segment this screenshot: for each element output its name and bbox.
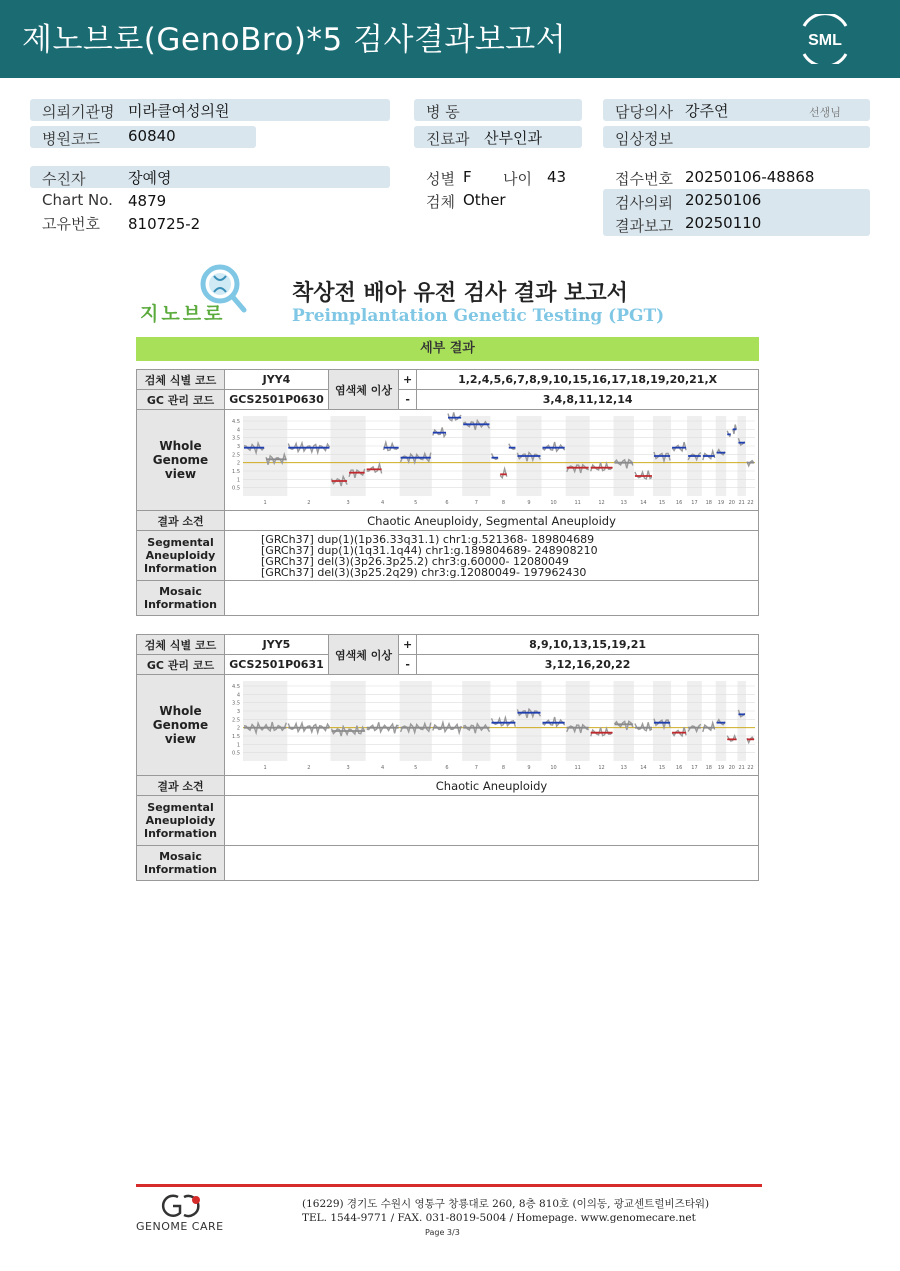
hospital-code-label: 병원코드 [42,130,100,148]
chromosome-band [687,681,702,761]
y-tick-label: 1 [236,477,240,484]
id-value: 810725-2 [128,215,201,233]
department-field [414,126,582,148]
segmental-label-2: Aneuploidy [145,814,216,827]
segmental-label [137,531,225,581]
x-tick-label: 10 [550,765,557,771]
specimen-label: 검체 [426,193,455,211]
header-bar [0,0,900,78]
sample-code-value: JYY5 [225,635,329,655]
x-tick-label: 20 [728,765,735,771]
y-tick-label: 1.5 [232,469,240,475]
x-tick-label: 17 [691,500,698,506]
patient-field [30,166,390,188]
x-tick-label: 12 [598,500,605,506]
genobro-logo-text: 지노브로 [140,303,226,325]
doctor-field [603,99,870,121]
mosaic-info [225,581,759,616]
y-tick-label: 1 [236,742,240,749]
patient-label: 수진자 [42,170,86,188]
ward-field [414,99,582,121]
x-tick-label: 11 [574,765,581,771]
y-tick-label: 3 [236,444,240,450]
x-tick-label: 14 [640,765,647,771]
x-tick-label: 20 [728,500,735,506]
request-label: 검사의뢰 [615,194,673,212]
chromosome-band [737,416,746,496]
x-tick-label: 4 [381,500,385,506]
chromosome-band [330,681,365,761]
x-tick-label: 7 [474,500,478,506]
segmental-label-1: Segmental [147,536,214,549]
x-tick-label: 19 [717,765,725,771]
y-tick-label: 2.5 [232,452,240,459]
whole-genome-label-3: view [164,467,197,481]
x-tick-label: 5 [414,500,418,506]
data-points [672,442,686,451]
abnormal-label: 염색체 이상 [329,635,399,675]
y-tick-label: 0.5 [232,750,240,757]
chromosome-band [330,416,365,496]
x-tick-label: 13 [620,500,627,506]
finding-value: Chaotic Aneuploidy, Segmental Aneuploidy [225,511,759,531]
whole-genome-chart [225,675,758,775]
y-tick-label: 2 [236,460,240,467]
data-points [635,722,652,730]
finding-label: 결과 소견 [137,511,225,531]
doctor-suffix: 선생님 [809,106,841,119]
segmental-info [225,531,759,581]
detail-section-bar: 세부 결과 [136,337,759,361]
gc-code-value: GCS2501P0630 [225,390,329,410]
report-title: 착상전 배아 유전 검사 결과 보고서 [292,281,628,306]
x-tick-label: 21 [738,765,745,771]
report-label: 결과보고 [615,217,673,235]
whole-genome-label-1: Whole [159,439,202,453]
x-tick-label: 18 [705,500,712,506]
x-tick-label: 1 [263,765,267,771]
x-tick-label: 1 [263,500,267,506]
gc-code-label: GC 관리 코드 [137,390,225,410]
x-tick-label: 3 [346,500,350,506]
x-tick-label: 16 [675,500,683,506]
x-tick-label: 9 [527,500,531,506]
y-tick-label: 3 [236,709,240,715]
whole-genome-label-3: view [164,732,197,746]
x-tick-label: 17 [691,765,698,771]
data-points [543,442,565,451]
y-tick-label: 2 [236,725,240,732]
page-number: Page 3/3 [425,1228,460,1237]
y-tick-label: 4.5 [232,684,240,690]
x-tick-label: 7 [474,765,478,771]
gain-sign: + [399,635,417,655]
segmental-label-3: Information [144,562,217,575]
y-tick-label: 2.5 [232,717,240,724]
y-tick-label: 0.5 [232,485,240,492]
mosaic-label-2: Information [144,598,217,611]
footer-divider [136,1184,762,1187]
x-tick-label: 18 [705,765,712,771]
chromosome-band [613,416,633,496]
x-tick-label: 6 [445,765,449,771]
x-tick-label: 2 [307,765,311,771]
doctor-value: 강주연 [685,102,729,120]
date-field [603,189,870,236]
gc-code-value: GCS2501P0631 [225,655,329,675]
x-tick-label: 3 [346,765,350,771]
receipt-value: 20250106-48868 [685,168,815,186]
x-tick-label: 15 [658,500,666,506]
data-points [672,727,686,736]
report-subtitle: Preimplantation Genetic Testing (PGT) [292,306,665,326]
sml-logo-text: SML [808,32,842,49]
segmental-label-2: Aneuploidy [145,549,216,562]
x-tick-label: 21 [738,500,745,506]
gain-chromosomes: 8,9,10,13,15,19,21 [417,635,759,655]
chromosome-band [243,681,287,761]
y-tick-label: 4.5 [232,419,240,425]
x-tick-label: 6 [445,500,449,506]
y-tick-label: 3.5 [232,435,240,442]
x-tick-label: 8 [501,500,506,506]
genome-care-logo-icon [160,1193,204,1219]
y-tick-label: 4 [236,692,240,699]
data-points [384,442,399,450]
mosaic-info [225,846,759,881]
page-title: 제노브로(GenoBro)*5 검사결과보고서 [22,22,567,58]
segmental-line: [GRCh37] dup(1)(1q31.1q44) chr1:g.189804689- 248908210 [261,543,598,557]
data-points [448,412,461,420]
hospital-code-field [30,126,256,148]
department-value: 산부인과 [484,129,542,147]
segmental-label [137,796,225,846]
x-tick-label: 15 [658,765,666,771]
segmental-label-1: Segmental [147,801,214,814]
x-tick-label: 22 [747,765,754,771]
x-tick-label: 14 [640,500,647,506]
x-tick-label: 16 [675,765,683,771]
x-tick-label: 10 [550,500,557,506]
segmental-line: [GRCh37] del(3)(3p26.3p25.2) chr3:g.60000- 12080049 [261,554,569,568]
x-tick-label: 19 [717,500,725,506]
segmental-line: [GRCh37] del(3)(3p25.2q29) chr3:g.12080049- 197962430 [261,565,587,579]
loss-sign: - [399,390,417,410]
finding-label: 결과 소견 [137,776,225,796]
clinical-field [603,126,870,148]
age-value: 43 [547,168,567,186]
chromosome-band [243,416,287,496]
receipt-label: 접수번호 [615,170,673,188]
segmental-info [225,796,759,846]
footer-address-block [302,1197,709,1225]
data-points [500,469,507,478]
result-table-2 [136,634,759,881]
department-label: 진료과 [426,130,470,148]
chromosome-band [400,681,432,761]
sml-logo [796,14,854,64]
data-points [635,471,652,479]
chromosome-band [566,416,590,496]
x-tick-label: 13 [620,765,627,771]
segmental-line: [GRCh37] dup(1)(1p36.33q31.1) chr1:g.521368- 189804689 [261,532,595,546]
y-tick-label: 3.5 [232,700,240,707]
loss-chromosomes: 3,12,16,20,22 [417,655,759,675]
loss-sign: - [399,655,417,675]
institution-label: 의뢰기관명 [42,103,115,121]
gc-code-label: GC 관리 코드 [137,655,225,675]
sample-code-label: 검체 식별 코드 [137,370,225,390]
mosaic-label [137,581,225,616]
whole-genome-label-2: Genome [152,718,209,732]
mosaic-label-1: Mosaic [159,585,202,598]
loss-chromosomes: 3,4,8,11,12,14 [417,390,759,410]
y-tick-label: 1.5 [232,734,240,740]
id-label: 고유번호 [42,215,100,233]
mosaic-label-1: Mosaic [159,850,202,863]
chart-value: 4879 [128,192,167,210]
institution-field [30,99,390,121]
specimen-value: Other [463,191,506,209]
mosaic-label-2: Information [144,863,217,876]
patient-value: 장예영 [128,169,172,187]
x-tick-label: 2 [307,500,311,506]
whole-genome-label [137,410,225,511]
x-tick-label: 22 [747,500,754,506]
institution-value: 미라클여성의원 [128,102,230,120]
x-tick-label: 5 [414,765,418,771]
x-tick-label: 12 [598,765,605,771]
chromosome-band [462,681,490,761]
whole-genome-chart [225,410,758,510]
footer-contact: TEL. 1544-9771 / FAX. 031-8019-5004 / Homepage. www.genomecare.net [302,1212,696,1224]
doctor-label: 담당의사 [615,103,673,121]
x-tick-label: 8 [501,765,506,771]
gain-sign: + [399,370,417,390]
whole-genome-label-2: Genome [152,453,209,467]
finding-value: Chaotic Aneuploidy [225,776,759,796]
x-tick-label: 9 [527,765,531,771]
chromosome-band [716,416,726,496]
report-value: 20250110 [685,214,762,232]
x-tick-label: 4 [381,765,385,771]
mosaic-label [137,846,225,881]
sample-code-label: 검체 식별 코드 [137,635,225,655]
sample-code-value: JYY4 [225,370,329,390]
whole-genome-label [137,675,225,776]
result-table-1 [136,369,759,616]
footer-address: (16229) 경기도 수원시 영통구 창룡대로 260, 8층 810호 (이의동, 광교센트럴비즈타워) [302,1198,710,1210]
chromosome-band [566,681,590,761]
request-value: 20250106 [685,191,762,209]
hospital-code-value: 60840 [128,127,176,145]
whole-genome-label-1: Whole [159,704,202,718]
data-points [543,717,565,726]
gain-chromosomes: 1,2,4,5,6,7,8,9,10,15,16,17,18,19,20,21,X [417,370,759,390]
genome-care-name: GENOME CARE [136,1220,224,1233]
clinical-label: 임상정보 [615,130,673,148]
x-tick-label: 11 [574,500,581,506]
age-label: 나이 [503,170,532,188]
segmental-label-3: Information [144,827,217,840]
sex-value: F [463,168,472,186]
sex-label: 성별 [426,170,455,188]
ward-label: 병 동 [426,103,460,121]
chromosome-band [516,681,541,761]
chromosome-band [737,681,746,761]
y-tick-label: 4 [236,427,240,434]
abnormal-label: 염색체 이상 [329,370,399,410]
chart-label: Chart No. [42,191,113,209]
